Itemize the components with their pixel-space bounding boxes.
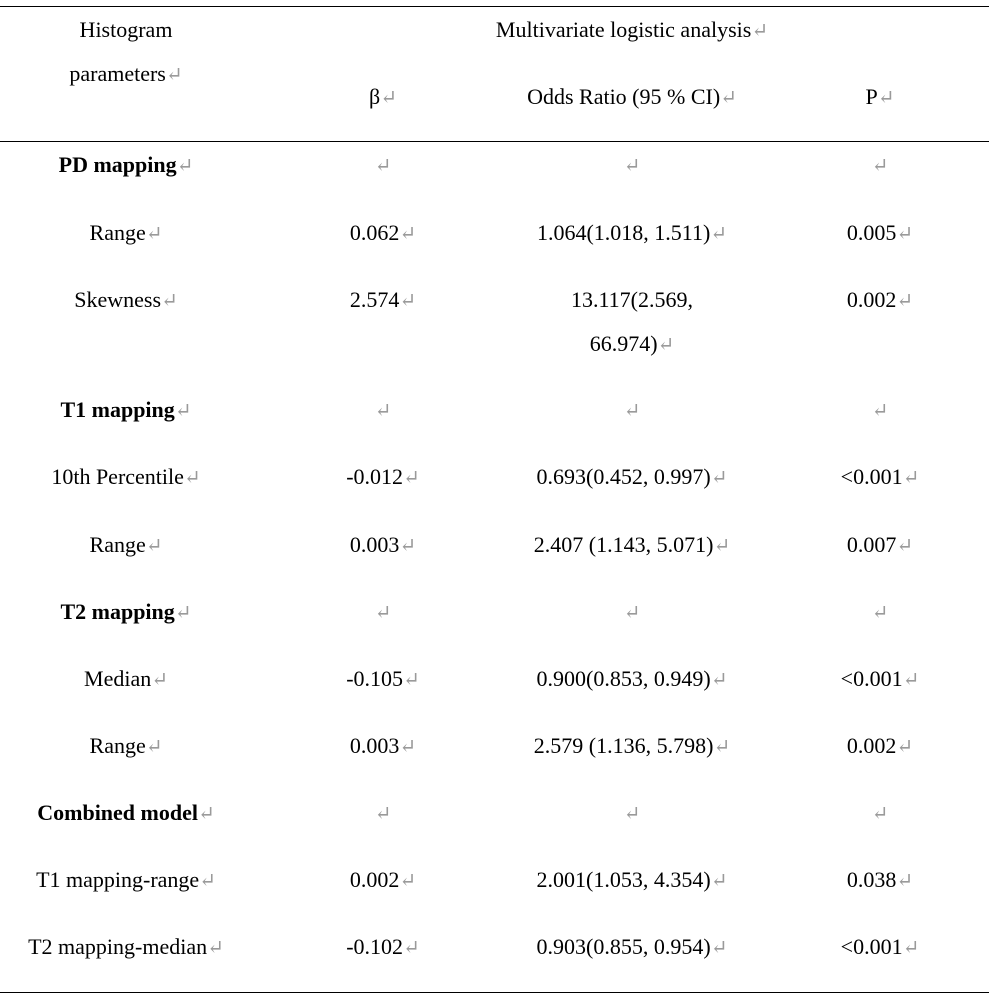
p-value: 0.002↵ [846, 287, 914, 312]
p-value: 0.038↵ [846, 867, 914, 892]
p-value: <0.001↵ [840, 666, 920, 691]
p-value: ↵ [871, 400, 889, 422]
section-label: Combined model↵ [37, 800, 215, 825]
header-param-line2: parameters↵ [69, 61, 183, 86]
beta-value: -0.012↵ [346, 464, 420, 489]
parameter-label: T2 mapping-median↵ [28, 934, 224, 959]
odds-ratio-value: 0.903(0.855, 0.954)↵ [536, 934, 728, 959]
section-label: PD mapping↵ [58, 152, 194, 177]
parameter-label: Skewness↵ [74, 287, 178, 312]
header-p: P↵ [865, 84, 895, 109]
parameter-label: Range↵ [89, 733, 163, 758]
header-beta: β↵ [369, 84, 397, 109]
p-value: 0.005↵ [846, 220, 914, 245]
header-param-line1: Histogram [79, 17, 173, 42]
odds-ratio-value: ↵ [623, 400, 641, 422]
beta-value: -0.102↵ [346, 934, 420, 959]
beta-value: -0.105↵ [346, 666, 420, 691]
header-rule [0, 141, 989, 142]
parameter-label: Median↵ [84, 666, 168, 691]
beta-value: ↵ [374, 400, 392, 422]
header-group-title: Multivariate logistic analysis↵ [495, 17, 769, 42]
p-value: 0.007↵ [846, 532, 914, 557]
odds-ratio-line2: 66.974)↵ [589, 331, 675, 356]
table-bottom-rule [0, 992, 989, 993]
p-value: ↵ [871, 803, 889, 825]
header-odds-ratio: Odds Ratio (95 % CI)↵ [527, 84, 737, 109]
table-top-rule [0, 6, 989, 7]
odds-ratio-value: ↵ [623, 602, 641, 624]
odds-ratio-value: 0.900(0.853, 0.949)↵ [536, 666, 728, 691]
odds-ratio-value: 2.001(1.053, 4.354)↵ [536, 867, 728, 892]
odds-ratio-value: 2.407 (1.143, 5.071)↵ [533, 532, 731, 557]
parameter-label: Range↵ [89, 220, 163, 245]
beta-value: 2.574↵ [349, 287, 417, 312]
beta-value: ↵ [374, 602, 392, 624]
p-value: 0.002↵ [846, 733, 914, 758]
beta-value: 0.003↵ [349, 733, 417, 758]
beta-value: ↵ [374, 803, 392, 825]
odds-ratio-value: 0.693(0.452, 0.997)↵ [536, 464, 728, 489]
p-value: ↵ [871, 155, 889, 177]
odds-ratio-line1: 13.117(2.569, [570, 287, 694, 312]
odds-ratio-value: ↵ [623, 803, 641, 825]
parameter-label: Range↵ [89, 532, 163, 557]
odds-ratio-value: ↵ [623, 155, 641, 177]
odds-ratio-value: 2.579 (1.136, 5.798)↵ [533, 733, 731, 758]
section-label: T1 mapping↵ [60, 397, 192, 422]
section-label: T2 mapping↵ [60, 599, 192, 624]
beta-value: 0.062↵ [349, 220, 417, 245]
parameter-label: T1 mapping-range↵ [36, 867, 216, 892]
beta-value: 0.002↵ [349, 867, 417, 892]
odds-ratio-value: 1.064(1.018, 1.511)↵ [536, 220, 728, 245]
p-value: <0.001↵ [840, 934, 920, 959]
beta-value: ↵ [374, 155, 392, 177]
parameter-label: 10th Percentile↵ [51, 464, 201, 489]
p-value: <0.001↵ [840, 464, 920, 489]
p-value: ↵ [871, 602, 889, 624]
beta-value: 0.003↵ [349, 532, 417, 557]
